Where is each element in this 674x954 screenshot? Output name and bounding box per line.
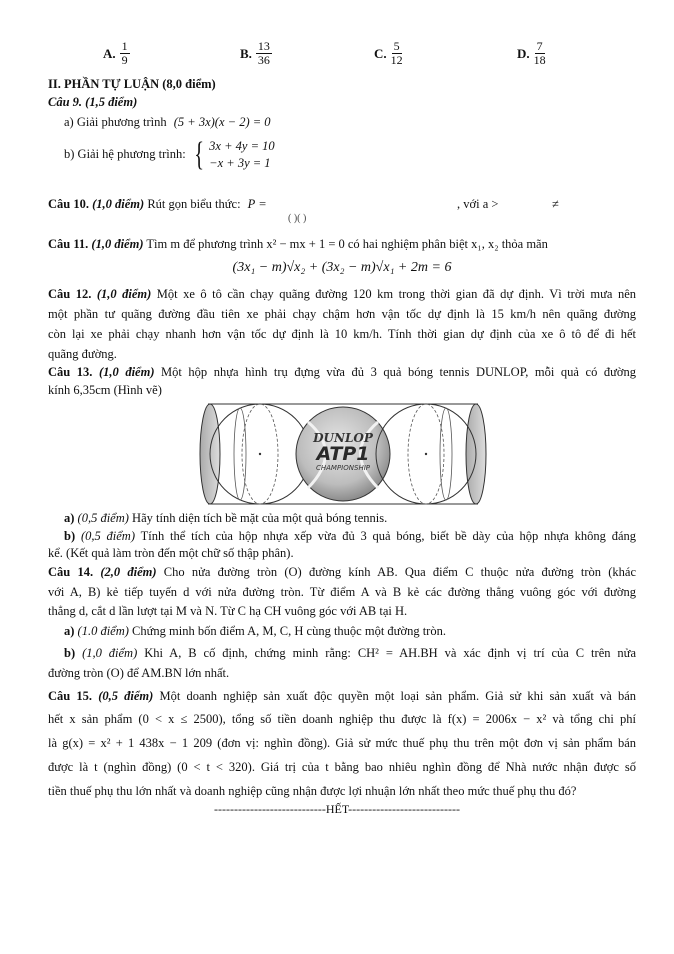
q14-a: a) (1.0 điểm) Chứng minh bốn điểm A, M, C, H cùng thuộc một đường tròn.	[64, 624, 446, 638]
option-fraction: $\frac{13}{36}$	[257, 39, 270, 67]
q10: Câu 10. (1,0 điểm) Rút gọn biểu thức: P = , với a > ≠	[48, 197, 559, 211]
q9-b-system: { 3x + 4y = 10 −x + 3y = 1	[194, 136, 275, 174]
q9-b: b) Giải hệ phương trình: { 3x + 4y = 10 −x + 3y = 1	[64, 136, 275, 174]
ball-model-text: ATP1	[316, 443, 370, 465]
q13-line-1: Câu 13. (1,0 điểm) Một hộp nhựa hình trụ đựng vừa đủ 3 quả bóng tennis DUNLOP, mỗi quả có đường	[48, 365, 637, 379]
q15-line-4: được là t (nghìn đồng) (0 < t < 320). Giá trị của t bằng bao nhiêu nghìn đồng để Nhà nước nhận được số	[48, 760, 636, 774]
right-ball	[376, 404, 476, 504]
q13-b: b) (0,5 điểm) Tính thể tích của hộp nhựa xếp vừa đủ 3 quả bóng, biết bề dày của hộp nhựa không đáng	[64, 529, 637, 543]
left-ball	[210, 404, 310, 504]
option-fraction: $\frac{7}{18}$	[533, 39, 546, 67]
q12-line-3: còn lại xe phải chạy nhanh hơn vận tốc dự định là 10 km/h. Tính thời gian dự định của xe ô tô để đi hết	[48, 327, 636, 341]
option-fraction: $\frac{5}{12}$	[390, 39, 403, 67]
q10-condition: , với a >	[457, 197, 499, 211]
q14-line-3: thẳng d, cắt d lần lượt tại M và N. Từ C hạ CH vuông góc với AB tại H.	[48, 604, 408, 618]
q14-line-1: Câu 14. (2,0 điểm) Cho nửa đường tròn (O) đường kính AB. Qua điểm C thuộc nửa đường tròn (khác	[48, 565, 636, 579]
q9-title: Câu 9. (1,5 điểm)	[48, 95, 138, 109]
q14-b: b) (1,0 điểm) Khi A, B cố định, chứng minh rằng: CH² = AH.BH và xác định vị trí của C trên nửa	[64, 646, 636, 660]
q11: Câu 11. (1,0 điểm) Tìm m để phương trình x² − mx + 1 = 0 có hai nghiệm phân biệt x₁, x₂ thỏa mãn	[48, 237, 548, 251]
q13-line-2: kính 6,35cm (Hình vẽ)	[48, 383, 162, 397]
footer-end-marker: ----------------------------HẾT----------------------------	[213, 802, 460, 816]
option-d	[517, 40, 546, 67]
option-a	[103, 40, 130, 67]
option-letter: C.	[374, 45, 387, 61]
option-letter: B.	[240, 45, 252, 61]
q9-a-equation: (5 + 3x)(x − 2) = 0	[173, 115, 271, 129]
option-fraction: $\frac{1}{9}$	[121, 39, 128, 67]
q15-line-3: là g(x) = x² + 1 438x − 1 209 (đơn vị: nghìn đồng). Giả sử mức thuế phụ thu trên một đơn vị sản phẩm bán	[48, 736, 636, 750]
q13-b-line-2: kể. (Kết quả làm tròn đến một chữ số thập phân).	[48, 546, 294, 560]
option-b	[240, 40, 272, 67]
q11-equation: (3x₁ − m)√x₂ + (3x₂ − m)√x₁ + 2m = 6	[232, 260, 452, 275]
option-letter: A.	[103, 45, 116, 61]
q12-line-1: Câu 12. (1,0 điểm) Một xe ô tô cần chạy quãng đường 120 km trong thời gian đã dự định. Vì trời mưa nên	[48, 287, 637, 301]
q15-line-5: tiền thuế phụ thu lớn nhất và doanh nghiệp cũng nhận được lợi nhuận lớn nhất theo mức thuế phụ thu đó?	[48, 784, 577, 798]
section-title: II. PHẦN TỰ LUẬN (8,0 điểm)	[48, 77, 216, 91]
ball-sub-text: CHAMPIONSHIP	[315, 464, 371, 472]
q14-b-line-2: đường tròn (O) để AM.BN lớn nhất.	[48, 666, 230, 680]
q10-residue: ( )( )	[288, 213, 307, 224]
q15-line-2: hết x sản phẩm (0 < x ≤ 2500), tổng số tiền doanh nghiệp thu được là f(x) = 2006x − x² và tổng chi phí	[48, 712, 636, 726]
ball-brand-text: DUNLOP	[313, 431, 373, 445]
q12-line-4: quãng đường.	[48, 347, 117, 361]
q13-a: a) (0,5 điểm) Hãy tính diện tích bề mặt của một quả bóng tennis.	[64, 511, 388, 525]
q15-line-1: Câu 15. (0,5 điểm) Một doanh nghiệp sản xuất độc quyền một loại sản phẩm. Giả sử khi sản xuất và bán	[48, 689, 637, 703]
tennis-tube-figure	[198, 402, 488, 506]
q12-line-2: một phần tư quãng đường đầu tiên xe phải chạy chậm hơn vận tốc dự định là 15 km/h nên quãng đường	[48, 307, 636, 321]
q14-line-2: với A, B) kẻ tiếp tuyến d với nửa đường tròn. Từ điểm A và B kẻ các đường thẳng vuông góc với đường	[48, 585, 636, 599]
option-c	[374, 40, 403, 67]
q9-a: a) Giải phương trình (5 + 3x)(x − 2) = 0	[64, 115, 271, 129]
option-letter: D.	[517, 45, 530, 61]
